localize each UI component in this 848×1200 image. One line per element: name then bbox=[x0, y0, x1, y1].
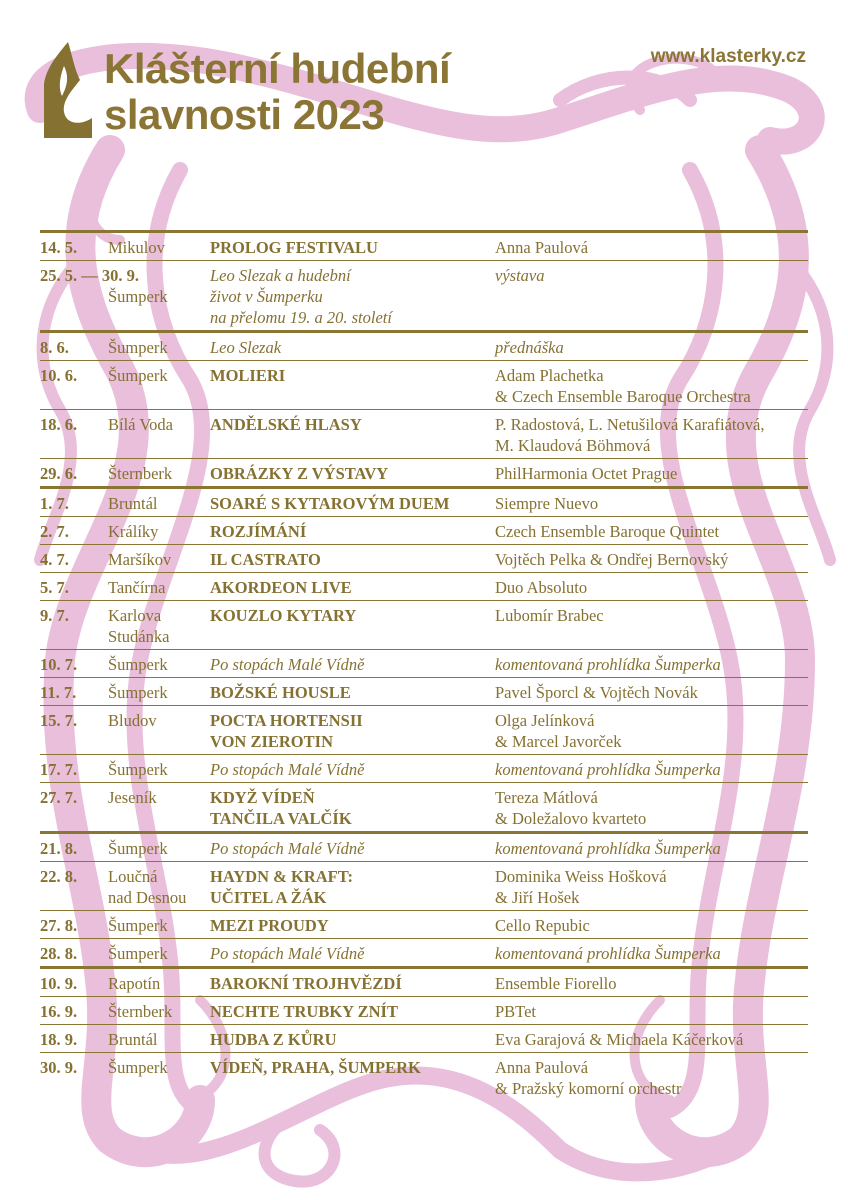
event-performer: Siempre Nuevo bbox=[495, 494, 599, 513]
event-performer: Dominika Weiss Hošková & Jiří Hošek bbox=[495, 867, 667, 907]
event-title: VÍDEŇ, PRAHA, ŠUMPERK bbox=[210, 1058, 421, 1077]
event-date: 18. 9. bbox=[40, 1030, 78, 1049]
event-row bbox=[40, 544, 808, 572]
event-title: MEZI PROUDY bbox=[210, 916, 329, 935]
event-row bbox=[40, 1052, 808, 1101]
event-title: BAROKNÍ TROJHVĚZDÍ bbox=[210, 974, 402, 993]
event-row bbox=[40, 1024, 808, 1052]
event-performer: Pavel Šporcl & Vojtěch Novák bbox=[495, 683, 698, 702]
event-place: Loučná nad Desnou bbox=[108, 867, 187, 907]
event-performer: Eva Garajová & Michaela Káčerková bbox=[495, 1030, 744, 1049]
event-title: Leo Slezak bbox=[210, 338, 282, 357]
event-row bbox=[40, 861, 808, 910]
event-date: 27. 7. bbox=[40, 788, 78, 807]
event-title: POCTA HORTENSII VON ZIEROTIN bbox=[210, 711, 363, 751]
website-url[interactable]: www.klasterky.cz bbox=[650, 46, 806, 67]
event-title: KDYŽ VÍDEŇ TANČILA VALČÍK bbox=[210, 788, 352, 828]
event-date: 1. 7. bbox=[40, 494, 69, 513]
event-place: Šumperk bbox=[108, 944, 168, 963]
event-row bbox=[40, 966, 808, 996]
event-row bbox=[40, 409, 808, 458]
event-place: Mikulov bbox=[108, 238, 165, 257]
event-date: 30. 9. bbox=[40, 1058, 78, 1077]
event-place: Bruntál bbox=[108, 1030, 158, 1049]
event-date: 9. 7. bbox=[40, 606, 69, 625]
event-title: ANDĚLSKÉ HLASY bbox=[210, 415, 362, 434]
event-date: 2. 7. bbox=[40, 522, 69, 541]
event-title: Po stopách Malé Vídně bbox=[210, 655, 365, 674]
event-performer: P. Radostová, L. Netušilová Karafiátová, M. Klaudová Böhmová bbox=[495, 415, 765, 455]
event-place: Šternberk bbox=[108, 464, 173, 483]
event-place: Karlova Studánka bbox=[108, 606, 170, 646]
event-title: MOLIERI bbox=[210, 366, 286, 385]
event-title: Leo Slezak a hudební život v Šumperku na přelomu 19. a 20. století bbox=[210, 266, 392, 327]
title-line-1: Klášterní hudební bbox=[104, 45, 451, 92]
event-date: 18. 6. bbox=[40, 415, 78, 434]
event-place: Šumperk bbox=[108, 366, 168, 385]
event-place: Bílá Voda bbox=[108, 415, 173, 434]
event-performer: PBTet bbox=[495, 1002, 537, 1021]
event-place: Maršíkov bbox=[108, 550, 172, 569]
event-date: 29. 6. bbox=[40, 464, 78, 483]
event-row bbox=[40, 938, 808, 966]
event-title: Po stopách Malé Vídně bbox=[210, 760, 365, 779]
event-performer: Anna Paulová & Pražský komorní orchestr bbox=[495, 1058, 682, 1098]
event-date: 11. 7. bbox=[40, 683, 77, 702]
event-performer: komentovaná prohlídka Šumperka bbox=[495, 760, 721, 779]
event-performer: Adam Plachetka & Czech Ensemble Baroque Orchestra bbox=[495, 366, 751, 406]
event-date: 4. 7. bbox=[40, 550, 69, 569]
event-row bbox=[40, 230, 808, 260]
event-row bbox=[40, 677, 808, 705]
event-row bbox=[40, 831, 808, 861]
event-date-place-block bbox=[40, 265, 210, 328]
event-schedule bbox=[40, 230, 808, 1101]
event-place: Jeseník bbox=[108, 788, 157, 807]
event-place: Bruntál bbox=[108, 494, 158, 513]
event-place: Šumperk bbox=[108, 839, 168, 858]
title-line-2: slavnosti 2023 bbox=[104, 91, 385, 138]
event-row bbox=[40, 996, 808, 1024]
event-performer: Lubomír Brabec bbox=[495, 606, 604, 625]
event-title: Po stopách Malé Vídně bbox=[210, 839, 365, 858]
event-date: 21. 8. bbox=[40, 839, 78, 858]
event-performer: komentovaná prohlídka Šumperka bbox=[495, 655, 721, 674]
event-row bbox=[40, 458, 808, 486]
event-date: 28. 8. bbox=[40, 944, 78, 963]
event-title: ROZJÍMÁNÍ bbox=[210, 522, 307, 541]
event-place: Králíky bbox=[108, 522, 159, 541]
event-title: KOUZLO KYTARY bbox=[210, 606, 357, 625]
event-title: AKORDEON LIVE bbox=[210, 578, 352, 597]
event-place: Šumperk bbox=[108, 683, 168, 702]
event-date: 10. 7. bbox=[40, 655, 78, 674]
event-performer: Cello Repubic bbox=[495, 916, 590, 935]
event-row bbox=[40, 572, 808, 600]
event-performer: Tereza Mátlová & Doležalovo kvarteto bbox=[495, 788, 647, 828]
event-performer: Ensemble Fiorello bbox=[495, 974, 617, 993]
event-performer: komentovaná prohlídka Šumperka bbox=[495, 839, 721, 858]
event-date: 10. 9. bbox=[40, 974, 78, 993]
event-place: Rapotín bbox=[108, 974, 161, 993]
festival-title bbox=[104, 46, 450, 138]
event-performer: Anna Paulová bbox=[495, 238, 589, 257]
event-performer: Duo Absoluto bbox=[495, 578, 588, 597]
event-title: PROLOG FESTIVALU bbox=[210, 238, 378, 257]
event-date: 14. 5. bbox=[40, 238, 78, 257]
event-place: Šumperk bbox=[108, 287, 168, 306]
event-place: Bludov bbox=[108, 711, 157, 730]
event-row bbox=[40, 260, 808, 330]
event-performer: přednáška bbox=[495, 338, 564, 357]
event-row bbox=[40, 782, 808, 831]
event-date: 25. 5. — 30. 9. bbox=[40, 266, 139, 285]
event-row bbox=[40, 705, 808, 754]
event-place: Šumperk bbox=[108, 760, 168, 779]
event-row bbox=[40, 600, 808, 649]
event-date: 17. 7. bbox=[40, 760, 78, 779]
event-date: 27. 8. bbox=[40, 916, 78, 935]
event-title: IL CASTRATO bbox=[210, 550, 321, 569]
event-date: 22. 8. bbox=[40, 867, 78, 886]
event-date: 15. 7. bbox=[40, 711, 78, 730]
event-date: 5. 7. bbox=[40, 578, 69, 597]
event-title: OBRÁZKY Z VÝSTAVY bbox=[210, 464, 389, 483]
event-performer: Olga Jelínková & Marcel Javorček bbox=[495, 711, 622, 751]
event-row bbox=[40, 486, 808, 516]
event-place: Šumperk bbox=[108, 916, 168, 935]
event-row bbox=[40, 330, 808, 360]
event-title: Po stopách Malé Vídně bbox=[210, 944, 365, 963]
event-title: HUDBA Z KŮRU bbox=[210, 1030, 337, 1049]
event-row bbox=[40, 649, 808, 677]
event-performer: výstava bbox=[495, 266, 545, 285]
event-performer: komentovaná prohlídka Šumperka bbox=[495, 944, 721, 963]
event-row bbox=[40, 910, 808, 938]
event-place: Šumperk bbox=[108, 1058, 168, 1077]
event-performer: PhilHarmonia Octet Prague bbox=[495, 464, 678, 483]
event-title: BOŽSKÉ HOUSLE bbox=[210, 683, 351, 702]
event-title: SOARÉ S KYTAROVÝM DUEM bbox=[210, 494, 450, 513]
event-row bbox=[40, 360, 808, 409]
event-place: Šternberk bbox=[108, 1002, 173, 1021]
event-date: 8. 6. bbox=[40, 338, 69, 357]
event-place: Šumperk bbox=[108, 655, 168, 674]
event-performer: Czech Ensemble Baroque Quintet bbox=[495, 522, 720, 541]
festival-logo bbox=[40, 40, 96, 140]
event-title: HAYDN & KRAFT: UČITEL A ŽÁK bbox=[210, 867, 353, 907]
event-performer: Vojtěch Pelka & Ondřej Bernovský bbox=[495, 550, 729, 569]
event-date: 10. 6. bbox=[40, 366, 78, 385]
event-row bbox=[40, 754, 808, 782]
event-place: Šumperk bbox=[108, 338, 168, 357]
event-row bbox=[40, 516, 808, 544]
event-place: Tančírna bbox=[108, 578, 166, 597]
event-date: 16. 9. bbox=[40, 1002, 78, 1021]
event-title: NECHTE TRUBKY ZNÍT bbox=[210, 1002, 398, 1021]
